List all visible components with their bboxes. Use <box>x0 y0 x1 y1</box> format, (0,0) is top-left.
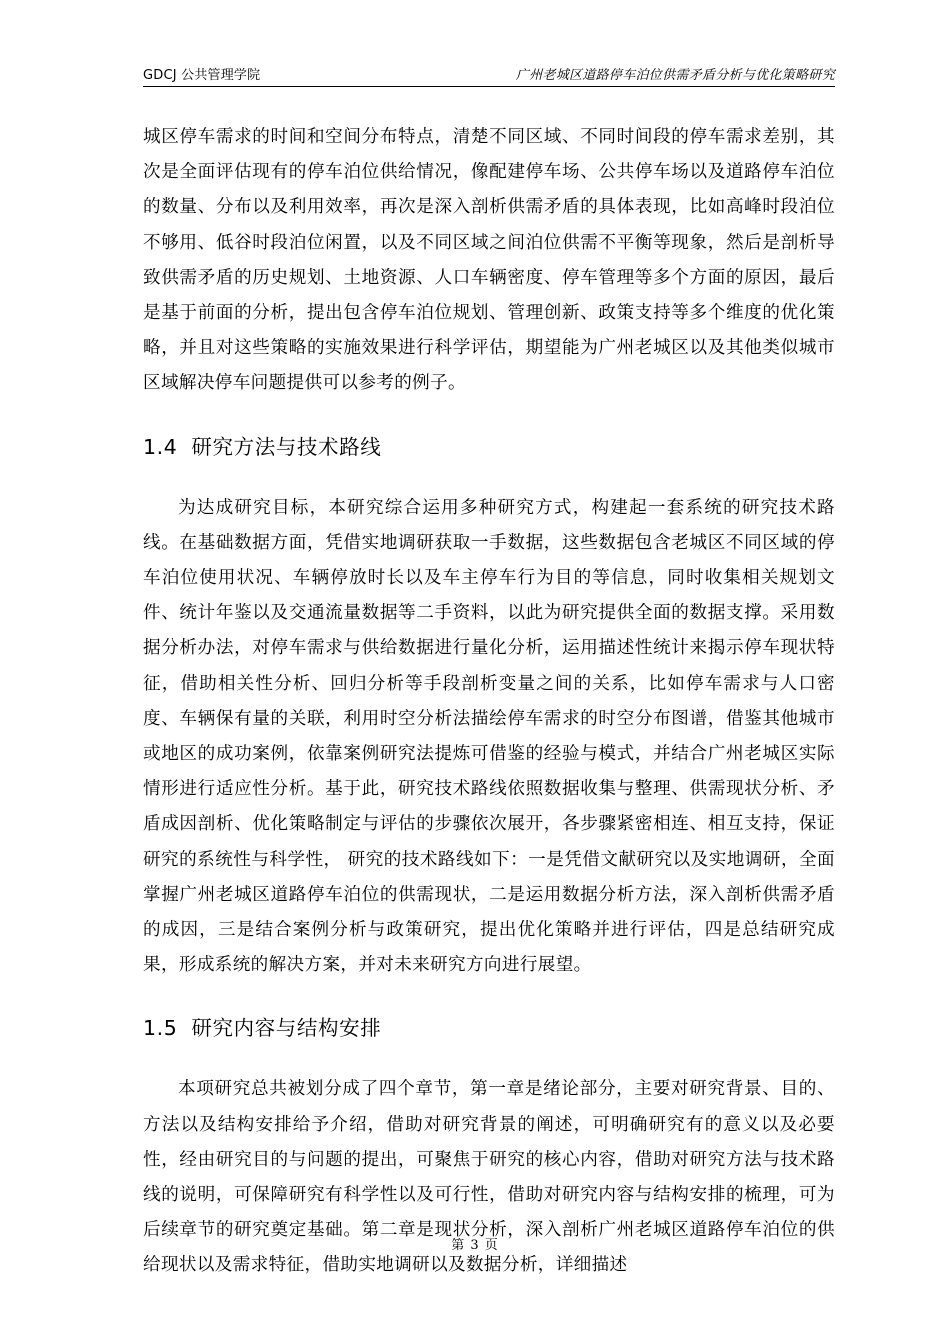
page-number: 第 3 页 <box>451 1238 499 1253</box>
page-body <box>143 120 835 1284</box>
section-heading-1-4 <box>143 433 835 461</box>
page-header <box>143 66 835 87</box>
section-1-4-paragraph: 为达成研究目标，本研究综合运用多种研究方式，构建起一套系统的研究技术路线。在基础数据方面，凭借实地调研获取一手数据，这些数据包含老城区不同区域的停车泊位使用状况、车辆停放时长以及车主停车行为目的等信息，同时收集相关规划文件、统计年鉴以及交通流量数据等二手资料，以此为研究提供全面的数据支撑。采用数据分析办法，对停车需求与供给数据进行量化分析，运用描述性统计来揭示停车现状特征，借助相关性分析、回归分析等手段剖析变量之间的关系，比如停车需求与人口密度、车辆保有量的关联，利用时空分析法描绘停车需求的时空分布图谱，借鉴其他城市或地区的成功案例，依靠案例研究法提炼可借鉴的经验与模式，并结合广州老城区实际情形进行适应性分析。基于此，研究技术路线依照数据收集与整理、供需现状分析、矛盾成因剖析、优化策略制定与评估的步骤依次展开，各步骤紧密相连、相互支持，保证研究的系统性与科学性， 研究的技术路线如下：一是凭借文献研究以及实地调研，全面掌握广州老城区道路停车泊位的供需现状，二是运用数据分析方法，深入剖析供需矛盾的成因，三是结合案例分析与政策研究，提出优化策略并进行评估，四是总结研究成果，形成系统的解决方案，并对未来研究方向进行展望。 <box>143 497 835 976</box>
header-thesis-title: 广州老城区道路停车泊位供需矛盾分析与优化策略研究 <box>515 68 835 83</box>
section-1-5-paragraph: 本项研究总共被划分成了四个章节，第一章是绪论部分，主要对研究背景、目的、方法以及结构安排给予介绍，借助对研究背景的阐述，可明确研究有的意义以及必要性，经由研究目的与问题的提出，可聚焦于研究的核心内容，借助对研究方法与技术路线的说明，可保障研究有科学性以及可行性，借助对研究内容与结构安排的梳理，可为后续章节的研究奠定基础。第二章是现状分析，深入剖析广州老城区道路停车泊位的供给现状以及需求特征，借助实地调研以及数据分析，详细描述 <box>143 1079 835 1276</box>
section-number: 1.5 <box>143 1016 178 1041</box>
header-institution: GDCJ 公共管理学院 <box>143 68 261 83</box>
section-title-text: 研究内容与结构安排 <box>191 1016 382 1041</box>
intro-paragraph: 城区停车需求的时间和空间分布特点，清楚不同区域、不同时间段的停车需求差别，其次是全面评估现有的停车泊位供给情况，像配建停车场、公共停车场以及道路停车泊位的数量、分布以及利用效率，再次是深入剖析供需矛盾的具体表现，比如高峰时段泊位不够用、低谷时段泊位闲置，以及不同区域之间泊位供需不平衡等现象，然后是剖析导致供需矛盾的历史规划、土地资源、人口车辆密度、停车管理等多个方面的原因，最后是基于前面的分析，提出包含停车泊位规划、管理创新、政策支持等多个维度的优化策略，并且对这些策略的实施效果进行科学评估，期望能为广州老城区以及其他类似城市区域解决停车问题提供可以参考的例子。 <box>143 127 835 394</box>
section-title-text: 研究方法与技术路线 <box>191 434 382 459</box>
section-heading-1-5 <box>143 1014 835 1042</box>
section-number: 1.4 <box>143 434 178 459</box>
